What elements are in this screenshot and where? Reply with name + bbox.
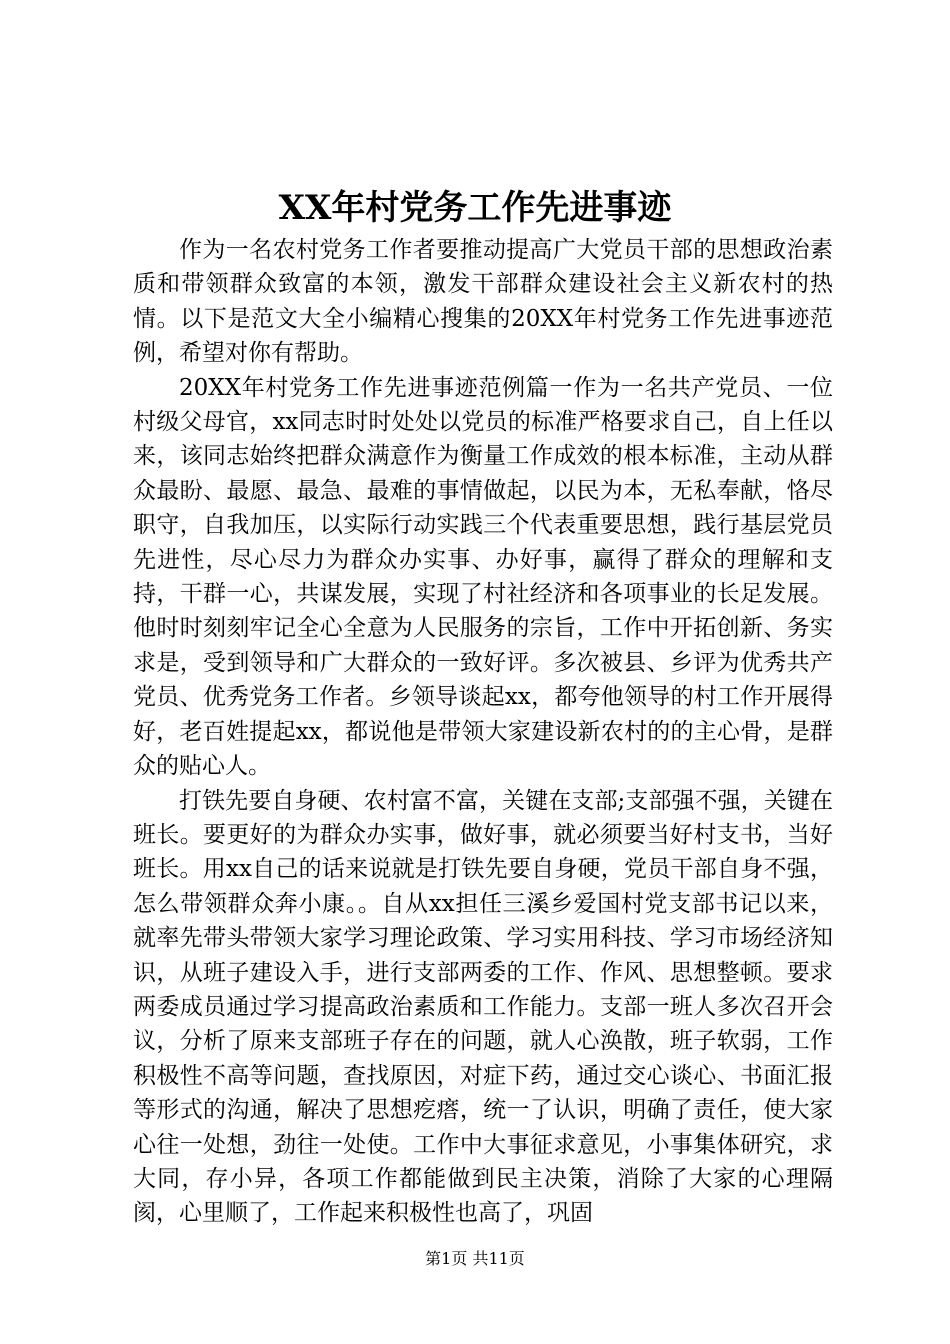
page-footer: 第1页 共11页 <box>425 1249 525 1268</box>
paragraph-example-one: 20XX年村党务工作先进事迹范例篇一作为一名共产党员、一位村级父母官，xx同志时时处处以党员的标准严格要求自己，自上任以来，该同志始终把群众满意作为衡量工作成效的根本标准，主动从群众最盼、最愿、最急、最难的事情做起，以民为本，无私奉献，恪尽职守，自我加压，以实际行动实践三个代表重要思想，践行基层党员先进性，尽心尽力为群众办实事、办好事，赢得了群众的理解和支持，干群一心，共谋发展，实现了村社经济和各项事业的长足发展。他时时刻刻牢记全心全意为人民服务的宗旨，工作中开拓创新、务实求是，受到领导和广大群众的一致好评。多次被县、乡评为优秀共产党员、优秀党务工作者。乡领导谈起xx，都夸他领导的村工作开展得好，老百姓提起xx，都说他是带领大家建设新农村的的主心骨，是群众的贴心人。 <box>133 374 833 780</box>
document-title: XX年村党务工作先进事迹 <box>278 188 672 228</box>
paragraph-self-discipline: 打铁先要自身硬、农村富不富，关键在支部;支部强不强，关键在班长。要更好的为群众办实事，做好事，就必须要当好村支书，当好班长。用xx自己的话来说就是打铁先要自身硬，党员干部自身不强，怎么带领群众奔小康。。自从xx担任三溪乡爱国村党支部书记以来，就率先带头带领大家学习理论政策、学习实用科技、学习市场经济知识，从班子建设入手，进行支部两委的工作、作风、思想整顿。要求两委成员通过学习提高政治素质和工作能力。支部一班人多次召开会议，分析了原来支部班子存在的问题，就人心涣散，班子软弱，工作积极性不高等问题，查找原因，对症下药，通过交心谈心、书面汇报等形式的沟通，解决了思想疙瘩，统一了认识，明确了责任，使大家心往一处想，劲往一处使。工作中大事征求意见，小事集体研究，求大同，存小异，各项工作都能做到民主决策，消除了大家的心理隔阂，心里顺了，工作起来积极性也高了，巩固 <box>133 787 833 1227</box>
paragraph-intro: 作为一名农村党务工作者要推动提高广大党员干部的思想政治素质和带领群众致富的本领，激发干部群众建设社会主义新农村的热情。以下是范文大全小编精心搜集的20XX年村党务工作先进事迹范例，希望对你有帮助。 <box>133 237 833 367</box>
document-body <box>133 233 833 1231</box>
